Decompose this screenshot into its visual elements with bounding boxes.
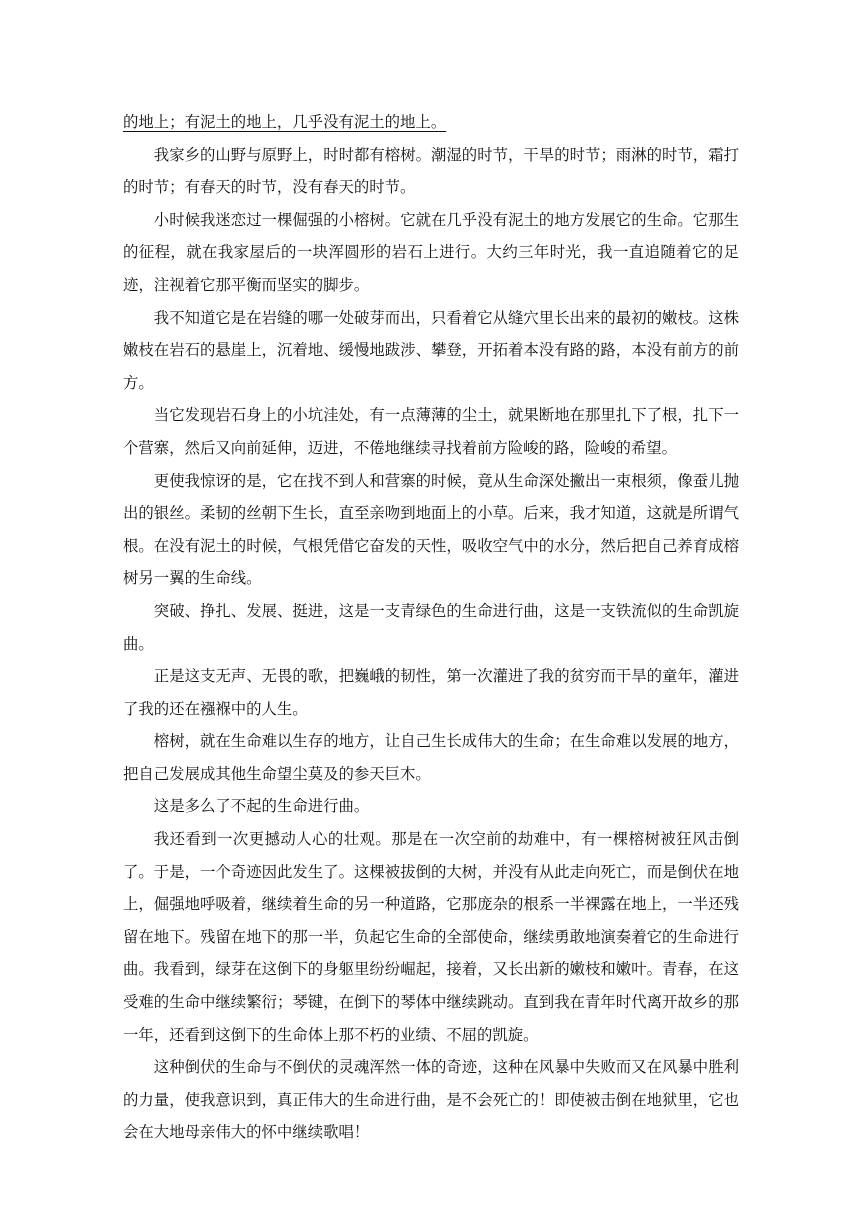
paragraph: 这是多么了不起的生命进行曲。 (153, 797, 370, 816)
document-page (123, 106, 739, 1149)
paragraph: 更使我惊讶的是，它在找不到人和营寨的时候，竟从生命深处撇出一束根须，像蚕儿抛出的银丝。柔韧的丝朝下生长，直至亲吻到地面上的小草。后来，我才知道，这就是所谓气根。在没有泥土的时候，气根凭借它奋发的天性，吸收空气中的水分，然后把自己养育成榕树另一翼的生命线。 (123, 471, 739, 588)
paragraph: 正是这支无声、无畏的歌，把巍峨的韧性，第一次灌进了我的贫穷而干旱的童年，灌进了我的还在襁褓中的人生。 (123, 667, 739, 718)
underlined-text: 的地上；有泥土的地上，几乎没有泥土的地上。 (123, 113, 447, 131)
paragraph: 我还看到一次更撼动人心的壮观。那是在一次空前的劫难中，有一棵榕树被狂风击倒了。于是，一个奇迹因此发生了。这棵被拔倒的大树，并没有从此走向死亡，而是倒伏在地上，倔强地呼吸着，继续着生命的另一种道路，它那庞杂的根系一半裸露在地上，一半还残留在地下。残留在地下的那一半，负起它生命的全部使命，继续勇敢地演奏着它的生命进行曲。我看到，绿芽在这倒下的身躯里纷纷崛起，接着，又长出新的嫩枝和嫩叶。青春，在这受难的生命中继续繁衍；琴键，在倒下的琴体中继续跳动。直到我在青年时代离开故乡的那一年，还看到这倒下的生命体上那不朽的业绩、不屈的凯旋。 (123, 830, 739, 1044)
paragraph: 小时候我迷恋过一棵倔强的小榕树。它就在几乎没有泥土的地方发展它的生命。它那生的征程，就在我家屋后的一块浑圆形的岩石上进行。大约三年时光，我一直追随着它的足迹，注视着它那平衡而坚实的脚步。 (123, 210, 739, 294)
paragraph: 这种倒伏的生命与不倒伏的灵魂浑然一体的奇迹，这种在风暴中失败而又在风暴中胜利的力量，使我意识到，真正伟大的生命进行曲，是不会死亡的！即使被击倒在地狱里，它也会在大地母亲伟大的怀中继续歌唱！ (123, 1058, 739, 1142)
paragraph: 当它发现岩石身上的小坑洼处，有一点薄薄的尘土，就果断地在那里扎下了根，扎下一个营寨，然后又向前延伸，迈进，不倦地继续寻找着前方险峻的路，险峻的希望。 (123, 406, 739, 457)
paragraph: 突破、挣扎、发展、挺进，这是一支青绿色的生命进行曲，这是一支铁流似的生命凯旋曲。 (123, 601, 739, 653)
paragraph-continuation (123, 106, 739, 139)
paragraph: 我家乡的山野与原野上，时时都有榕树。潮湿的时节，干旱的时节；雨淋的时节，霜打的时节；有春天的时节，没有春天的时节。 (123, 145, 739, 197)
paragraph: 我不知道它是在岩缝的哪一处破芽而出，只看着它从缝穴里长出来的最初的嫩枝。这株嫩枝在岩石的悬崖上，沉着地、缓慢地跋涉、攀登，开拓着本没有路的路，本没有前方的前方。 (123, 308, 739, 392)
paragraph: 榕树，就在生命难以生存的地方，让自己生长成伟大的生命；在生命难以发展的地方，把自己发展成其他生命望尘莫及的参天巨木。 (123, 732, 739, 783)
